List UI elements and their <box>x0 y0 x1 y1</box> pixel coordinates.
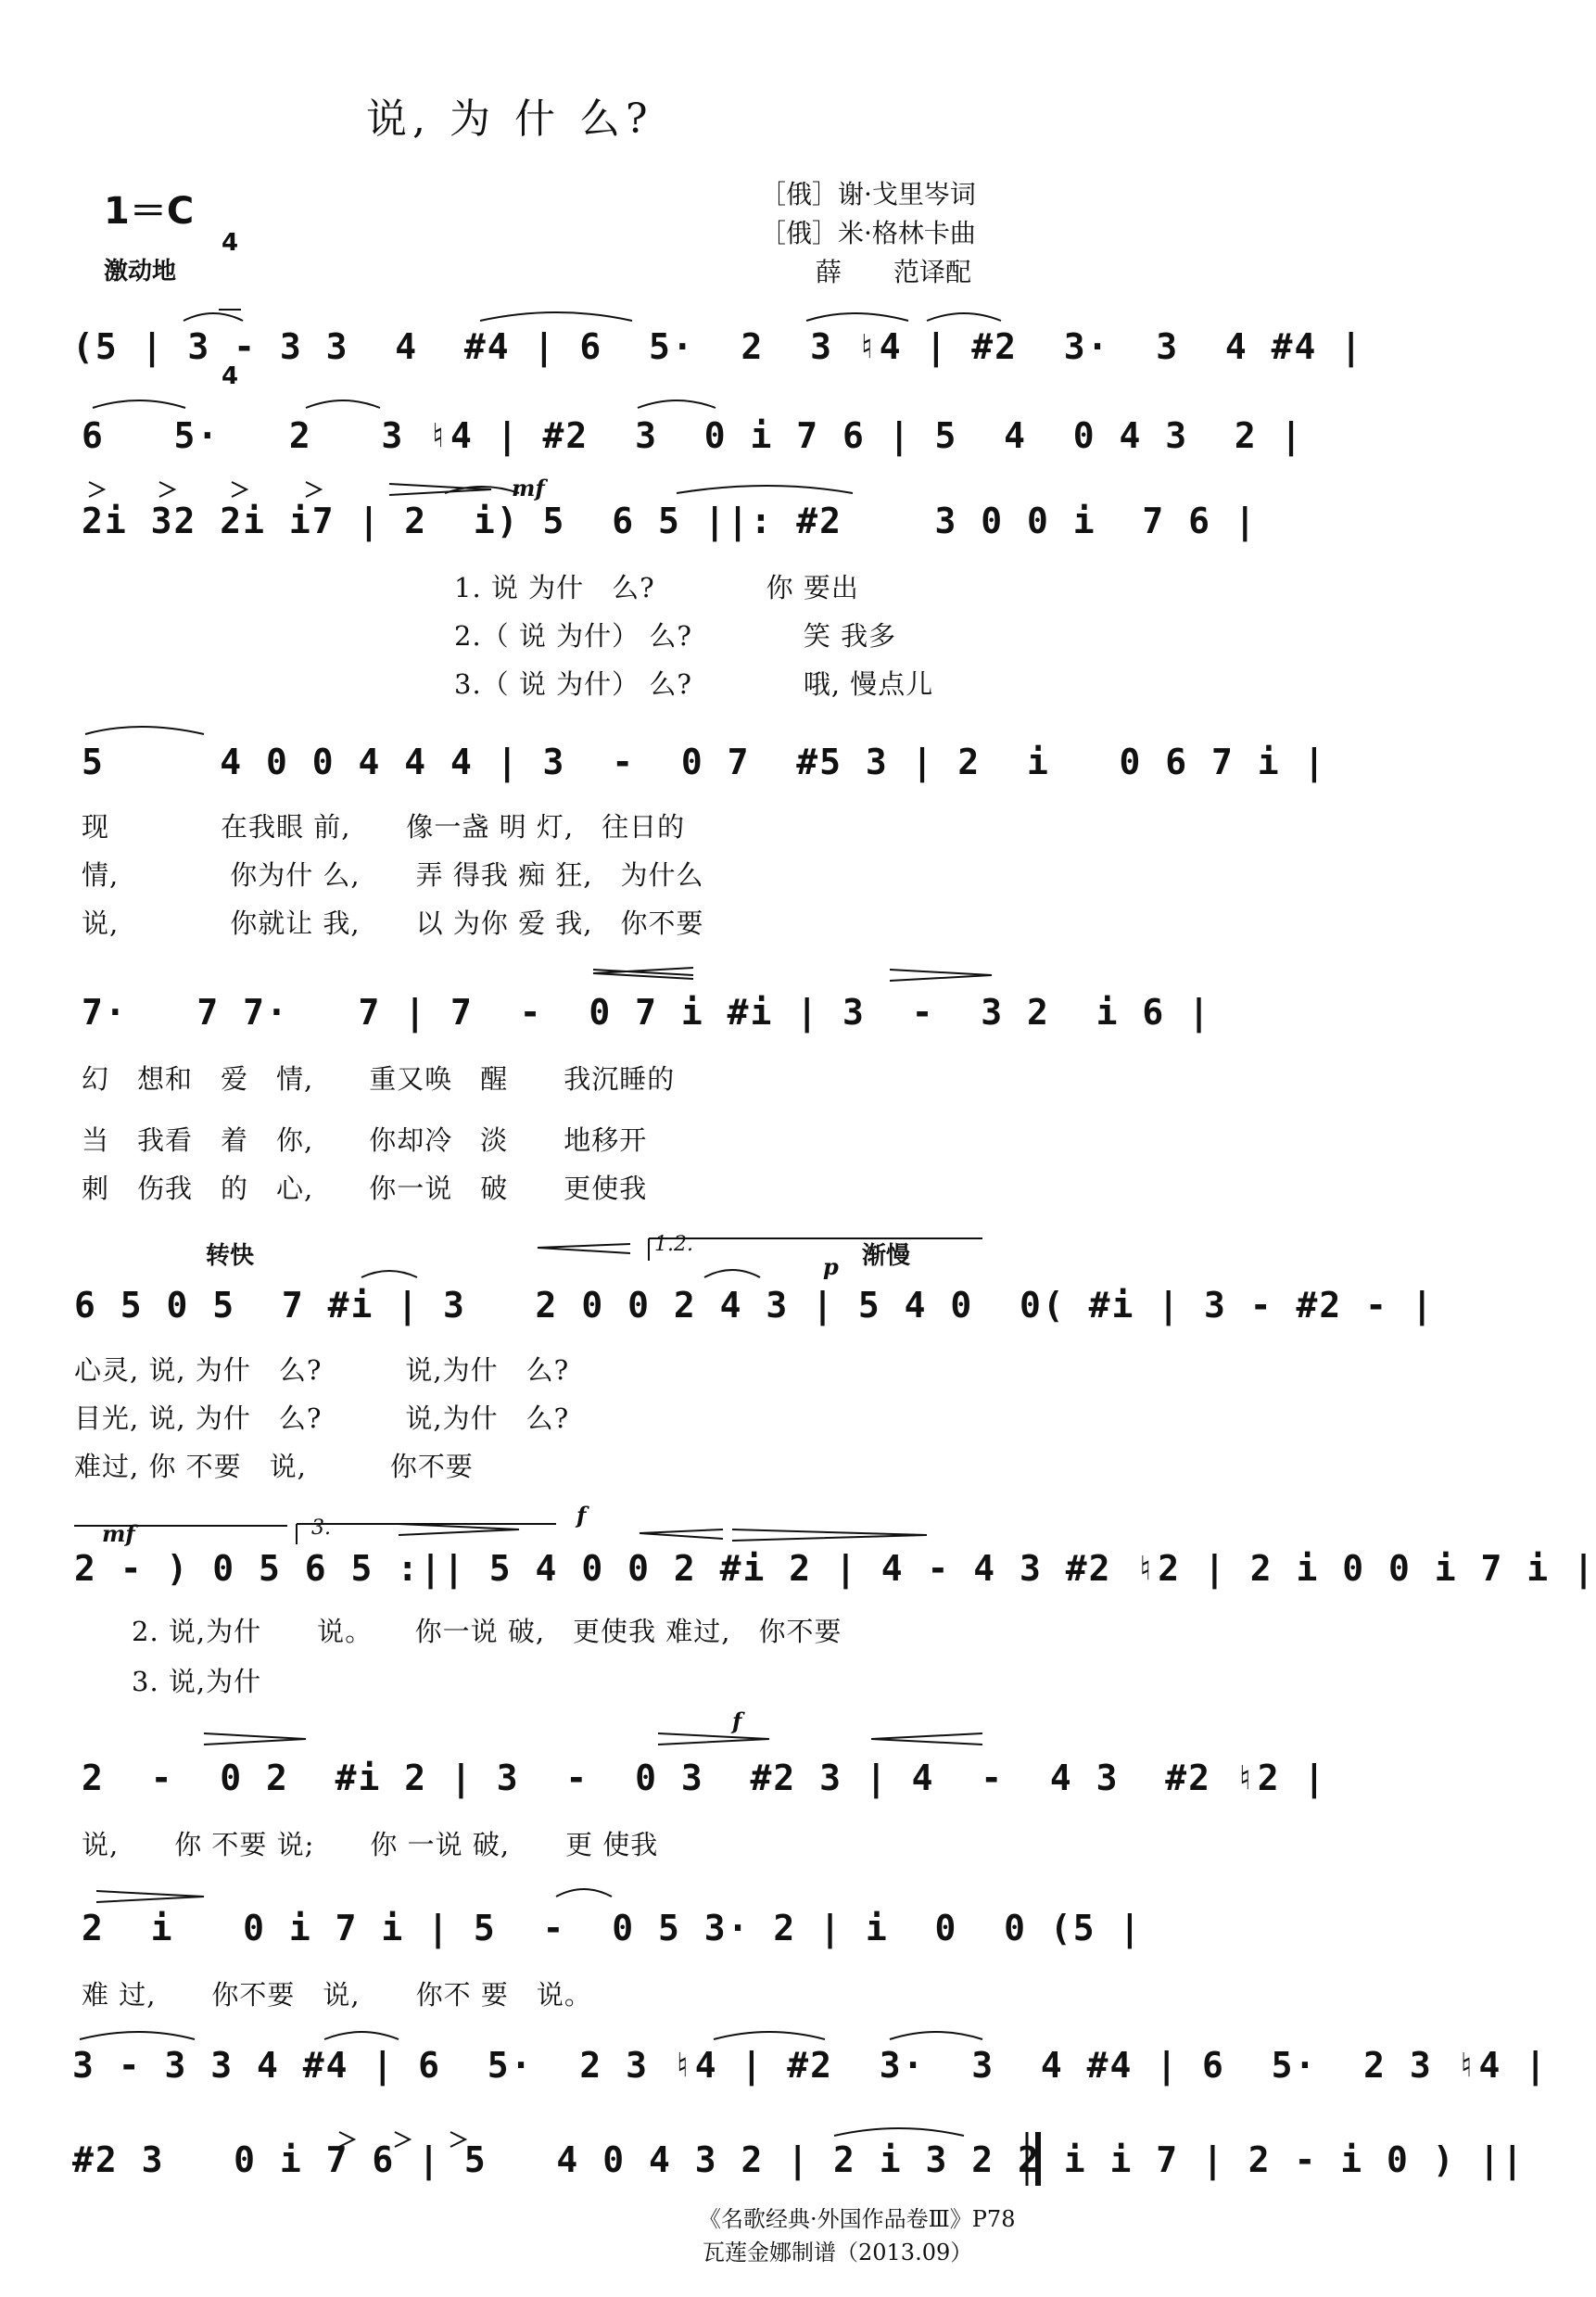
notation-line-2: 6 5· 2 3 ♮4 | #2 3 0 i 7 6 | 5 4 0 4 3 2 | <box>82 415 1304 456</box>
lyric-line-7-verse-2: 2. 说,为什 说。 你一说 破, 更使我 难过, 你不要 <box>132 1616 842 1647</box>
lyric-line-7-verse-3: 3. 说,为什 <box>132 1666 262 1697</box>
notation-line-5: 7· 7 7· 7 | 7 - 0 7 i #i | 3 - 3 2 i 6 | <box>82 992 1212 1033</box>
time-signature-bottom: 4 <box>221 362 239 390</box>
tempo-marking: 激动地 <box>104 258 177 286</box>
lyric-line-4-verse-1: 现 在我眼 前, 像一盏 明 灯, 往日的 <box>82 811 686 843</box>
lyric-line-8: 说, 你 不要 说; 你 一说 破, 更 使我 <box>82 1829 659 1860</box>
credit-lyricist: ［俄］谢·戈里岑词 <box>760 179 976 209</box>
notation-line-3: 2i 32 2i i7 | 2 i) 5 6 5 ||: #2 3 0 0 i 7 6 | <box>82 501 1258 541</box>
credit-translator: 薛 范译配 <box>816 257 972 287</box>
song-title: 说, 为 什 么? <box>366 95 653 143</box>
lyric-line-4-verse-3: 说, 你就让 我, 以 为你 爱 我, 你不要 <box>82 907 704 939</box>
lyric-line-3-verse-3: 3.（ 说 为什） 么? 哦, 慢点儿 <box>454 668 934 700</box>
lyric-line-3-verse-2: 2.（ 说 为什） 么? 笑 我多 <box>454 620 897 652</box>
lyric-line-4-verse-2: 情, 你为什 么, 弄 得我 痴 狂, 为什么 <box>82 859 704 891</box>
notation-line-6: 6 5 0 5 7 #i | 3 2 0 0 2 4 3 | 5 4 0 0( #i | 3 - #2 - | <box>74 1285 1435 1326</box>
dynamic-p: p <box>823 1253 839 1280</box>
lyric-line-6-verse-2: 目光, 说, 为什 么? 说,为什 么? <box>74 1402 570 1434</box>
notation-line-1: (5 | 3 - 3 3 4 #4 | 6 5· 2 3 ♮4 | #2 3· 3 4 #4 | <box>72 326 1364 367</box>
credit-composer: ［俄］米·格林卡曲 <box>760 218 976 248</box>
lyric-line-6-verse-1: 心灵, 说, 为什 么? 说,为什 么? <box>74 1354 570 1386</box>
notation-line-9: 2 i 0 i 7 i | 5 - 0 5 3· 2 | i 0 0 (5 | <box>82 1908 1143 1948</box>
lyric-line-5-verse-1: 幻 想和 爱 情, 重又唤 醒 我沉睡的 <box>82 1063 676 1095</box>
key-signature: 1＝C <box>104 190 195 233</box>
notation-line-7: 2 - ) 0 5 6 5 :|| 5 4 0 0 2 #i 2 | 4 - 4 3 #2 ♮2 | 2 i 0 0 i 7 i | <box>74 1548 1596 1589</box>
volta-1-2: 1.2. <box>654 1233 693 1256</box>
time-signature-top: 4 <box>221 229 239 257</box>
source-reference: 《名歌经典·外国作品卷Ⅲ》P78 <box>699 2206 1016 2232</box>
notation-line-8: 2 - 0 2 #i 2 | 3 - 0 3 #2 3 | 4 - 4 3 #2 ♮2 | <box>82 1758 1327 1798</box>
tempo-slowing: 渐慢 <box>862 1242 911 1270</box>
score-maker: 瓦莲金娜制谱（2013.09） <box>703 2240 973 2265</box>
dynamic-mf-1: mf <box>512 475 545 501</box>
notation-line-11: #2 3 0 i 7 6 | 5 4 0 4 3 2 | 2 i 3 2 2 i i 7 | 2 - i 0 ) || <box>72 2139 1526 2180</box>
dynamic-mf-2: mf <box>102 1520 135 1547</box>
lyric-line-5-verse-2: 当 我看 着 你, 你却冷 淡 地移开 <box>82 1124 648 1156</box>
notation-line-4: 5 4 0 0 4 4 4 | 3 - 0 7 #5 3 | 2 i 0 6 7 i | <box>82 742 1327 782</box>
dynamic-f-2: f <box>732 1707 742 1734</box>
lyric-line-3-verse-1: 1. 说 为什 么? 你 要出 <box>454 572 859 603</box>
tempo-faster: 转快 <box>206 1242 255 1270</box>
notation-line-10: 3 - 3 3 4 #4 | 6 5· 2 3 ♮4 | #2 3· 3 4 #4 | 6 5· 2 3 ♮4 | <box>72 2045 1549 2086</box>
volta-3: 3. <box>311 1517 331 1540</box>
dynamic-f-1: f <box>576 1502 587 1529</box>
lyric-line-9: 难 过, 你不要 说, 你不 要 说。 <box>82 1979 592 2011</box>
lyric-line-5-verse-3: 刺 伤我 的 心, 你一说 破 更使我 <box>82 1173 648 1204</box>
lyric-line-6-verse-3: 难过, 你 不要 说, 你不要 <box>74 1451 474 1482</box>
